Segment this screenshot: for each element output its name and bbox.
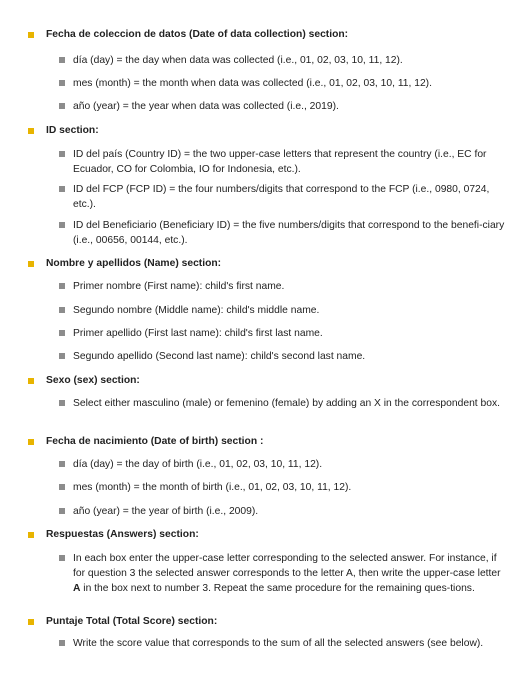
item-bullet-icon [59,484,65,490]
list-item [59,551,506,596]
section-total-score [28,614,512,629]
item-bullet-icon [59,222,65,228]
list-item-text: año (year) = the year when data was collected (i.e., 2019). [73,101,339,112]
section-bullet-icon [28,128,34,134]
section-date-of-collection [28,27,512,42]
list-item-text: ID del país (Country ID) = the two upper-case letters that represent the country (i.e., EC for Ecuador, CO for Colombia, IO for Indonesia, etc.). [73,149,487,175]
answers-text-start: In each box enter the upper-case letter corresponding to the selected answer. For instance, if for question 3 the selected answer corresponds to the letter A, then write the upper-case letter [73,553,501,579]
item-bullet-icon [59,461,65,467]
section-name [28,256,512,271]
section-heading: Fecha de nacimiento (Date of birth) section : [46,436,264,447]
list-item [59,182,506,212]
list-item-text [73,551,506,596]
list-item [59,303,506,318]
list-item-text: día (day) = the day of birth (i.e., 01, 02, 03, 10, 11, 12). [73,459,323,470]
list-item-text: Segundo nombre (Middle name): child's middle name. [73,305,320,316]
list-item [59,99,506,114]
section-heading: Fecha de coleccion de datos (Date of data collection) section: [46,29,349,40]
list-item-text: día (day) = the day when data was collected (i.e., 01, 02, 03, 10, 11, 12). [73,55,403,66]
item-bullet-icon [59,400,65,406]
list-item [59,76,506,91]
list-item-text: ID del FCP (FCP ID) = the four numbers/digits that correspond to the FCP (i.e., 0980, 0724, etc.). [73,184,490,210]
section-heading: ID section: [46,125,99,136]
list-item [59,480,506,495]
list-item-text: Select either masculino (male) or femenino (female) by adding an X in the correspondent box. [73,398,500,409]
answers-bold-letter: A [73,583,81,594]
section-heading: Puntaje Total (Total Score) section: [46,616,218,627]
list-item-text: Primer nombre (First name): child's first name. [73,281,285,292]
section-heading: Respuestas (Answers) section: [46,529,199,540]
list-item [59,147,506,177]
item-bullet-icon [59,353,65,359]
list-item-text: Primer apellido (First last name): child's first last name. [73,328,323,339]
section-date-of-birth [28,434,512,449]
list-item [59,457,506,472]
list-item [59,53,506,68]
item-bullet-icon [59,283,65,289]
list-item-text: mes (month) = the month when data was collected (i.e., 01, 02, 03, 10, 11, 12). [73,78,432,89]
section-bullet-icon [28,439,34,445]
item-bullet-icon [59,103,65,109]
list-item [59,396,506,411]
item-bullet-icon [59,640,65,646]
list-item-text: ID del Beneficiario (Beneficiary ID) = the five numbers/digits that correspond to the benefi-ciary (i.e., 00656, 00144, etc.). [73,220,505,246]
list-item-text: Segundo apellido (Second last name): child's second last name. [73,351,366,362]
section-answers [28,527,512,542]
section-bullet-icon [28,261,34,267]
list-item [59,504,506,519]
section-bullet-icon [28,378,34,384]
list-item [59,326,506,341]
list-item [59,636,506,651]
item-bullet-icon [59,307,65,313]
section-sex [28,373,512,388]
item-bullet-icon [59,508,65,514]
item-bullet-icon [59,57,65,63]
section-heading: Nombre y apellidos (Name) section: [46,258,222,269]
list-item-text: mes (month) = the month of birth (i.e., 01, 02, 03, 10, 11, 12). [73,482,352,493]
answers-text-end: in the box next to number 3. Repeat the same procedure for the remaining ques-tions. [80,583,475,594]
section-bullet-icon [28,32,34,38]
list-item-text: Write the score value that corresponds to the sum of all the selected answers (see below). [73,638,484,649]
item-bullet-icon [59,555,65,561]
item-bullet-icon [59,186,65,192]
list-item-text: año (year) = the year of birth (i.e., 2009). [73,506,259,517]
list-item [59,279,506,294]
section-bullet-icon [28,532,34,538]
section-heading: Sexo (sex) section: [46,375,140,386]
list-item [59,218,506,248]
item-bullet-icon [59,80,65,86]
section-bullet-icon [28,619,34,625]
item-bullet-icon [59,151,65,157]
list-item [59,349,506,364]
section-id [28,123,512,138]
item-bullet-icon [59,330,65,336]
